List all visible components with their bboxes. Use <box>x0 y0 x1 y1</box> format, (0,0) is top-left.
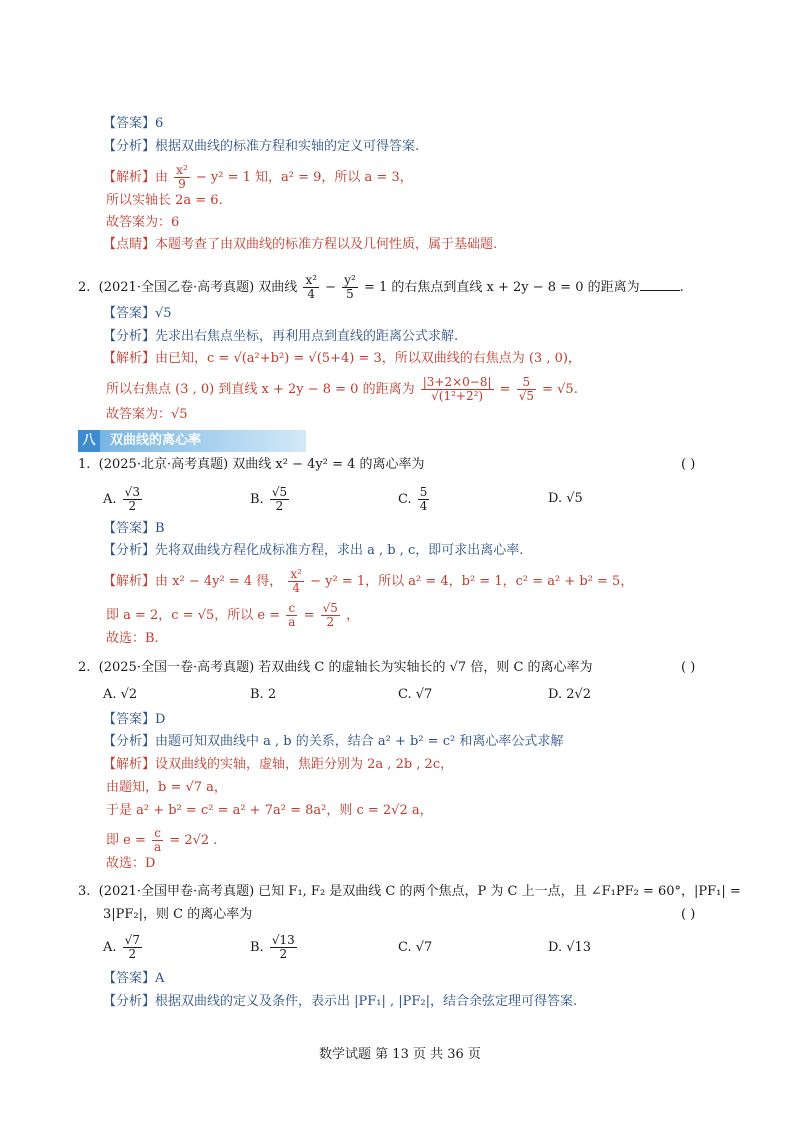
page-footer: 数学试题 第 13 页 共 36 页 <box>319 1047 481 1062</box>
answer-line: 【答案】B <box>103 521 165 536</box>
section-header <box>78 430 306 452</box>
option-d: D. √5 <box>548 491 583 506</box>
question-stem: 1. (2025·北京·高考真题) 双曲线 x² − 4y² = 4 的离心率为 <box>78 457 425 472</box>
answer-paren: ( ) <box>681 457 696 472</box>
answer-paren: ( ) <box>681 907 696 922</box>
fraction: $\frac{\text{y²}}{5}$ <box>344 273 356 301</box>
solution-line: 【解析】设双曲线的实轴，虚轴，焦距分别为 2a , 2b , 2c， <box>103 757 454 772</box>
analysis-line: 【分析】先将双曲线方程化成标准方程，求出 a , b , c，即可求出离心率. <box>103 543 524 558</box>
solution-line: 故答案为：√5 <box>106 407 188 422</box>
solution-line: 【解析】由已知，c = √(a²+b²) = √(5+4) = 3，所以双曲线的右焦点为 (3 , 0)， <box>103 351 581 366</box>
answer-line: 【答案】D <box>103 712 166 727</box>
solution-line: 即 a = 2，c = √5，所以 e = $\frac{c}{a}$ = $\frac{√5}{2}$ ， <box>106 601 360 629</box>
solution-line: 由题知，b = √7 a， <box>106 780 227 795</box>
option-a: A. √2 <box>103 687 138 702</box>
option-d: D. 2√2 <box>548 687 592 702</box>
answer-line: 【答案】√5 <box>103 306 172 321</box>
solution-line: 【解析】由 x² − 4y² = 4 得， $\frac{\text{x²}}{4}$ − y² = 1，所以 a² = 4，b² = 1，c² = a² + b² = 5， <box>103 567 634 595</box>
option-a: A. $\frac{√3}{2}$ <box>103 485 140 513</box>
option-b: B. $\frac{√13}{2}$ <box>250 933 295 961</box>
fraction: $\frac{\text{x²}}{9}$ <box>176 163 188 191</box>
fraction: $\frac{\text{x²}}{4}$ <box>305 273 318 301</box>
option-c: C. √7 <box>398 940 433 955</box>
solution-line: 故选：B. <box>106 631 159 646</box>
option-d: D. √13 <box>548 940 592 955</box>
analysis-line: 【分析】根据双曲线的标准方程和实轴的定义可得答案. <box>103 139 420 154</box>
question-stem-cont: 3|PF₂|，则 C 的离心率为 <box>103 907 253 922</box>
answer-blank <box>640 290 680 291</box>
solution-line: 所以实轴长 2a = 6. <box>106 193 223 208</box>
answer-paren: ( ) <box>681 660 696 675</box>
fraction: $\frac{|3+2\times 0-8|}{\text{√(1²+2²)}}$ <box>422 375 492 403</box>
question-stem: 2. (2025·全国一卷·高考真题) 若双曲线 C 的虚轴长为实轴长的 √7 倍，则 C 的离心率为 <box>78 660 593 675</box>
solution-line: 故答案为：6 <box>106 215 180 230</box>
option-c: C. √7 <box>398 687 433 702</box>
section-title: 双曲线的离心率 <box>110 433 202 448</box>
option-b: B. $\frac{√5}{2}$ <box>250 485 288 513</box>
analysis-line: 【分析】根据双曲线的定义及条件，表示出 |PF₁| , |PF₂|，结合余弦定理可得答案. <box>103 994 578 1009</box>
answer-line: 【答案】6 <box>103 116 164 131</box>
solution-line: 【解析】由 $\frac{\text{x²}}{9}$ − y² = 1 知，a² = 9，所以 a = 3， <box>103 163 413 191</box>
question-stem: 3. (2021·全国甲卷·高考真题) 已知 F₁, F₂ 是双曲线 C 的两个焦点，P 为 C 上一点，且 ∠F₁PF₂ = 60°，|PF₁| = <box>78 884 741 899</box>
section-number: 八 <box>78 430 100 452</box>
analysis-line: 【分析】由题可知双曲线中 a , b 的关系，结合 a² + b² = c² 和离心率公式求解 <box>103 734 564 749</box>
solution-line: 于是 a² + b² = c² = a² + 7a² = 8a²，则 c = 2√2 a， <box>106 803 433 818</box>
answer-line: 【答案】A <box>103 971 165 986</box>
solution-line: 即 e = $\frac{c}{a}$ = 2√2 . <box>106 826 218 854</box>
fraction: $\frac{5}{√5}$ <box>518 375 534 403</box>
analysis-line: 【分析】先求出右焦点坐标，再利用点到直线的距离公式求解. <box>103 329 459 344</box>
option-c: C. $\frac{5}{4}$ <box>398 485 428 513</box>
option-a: A. $\frac{√7}{2}$ <box>103 933 140 961</box>
solution-line: 所以右焦点 (3 , 0) 到直线 x + 2y − 8 = 0 的距离为 $\frac{|3+2\times 0-8|}{\text{√(1²+2²)}}$ = $\frac{5}{√5}$ = √5. <box>106 375 578 403</box>
solution-line: 故选：D <box>106 856 156 871</box>
option-b: B. 2 <box>250 687 277 702</box>
question-stem: 2. (2021·全国乙卷·高考真题) 双曲线 $\frac{\text{x²}}{4}$ − $\frac{\text{y²}}{5}$ = 1 的右焦点到直线 x + 2y − 8 = 0 的距离为 . <box>78 273 684 301</box>
comment-line: 【点睛】本题考查了由双曲线的标准方程以及几何性质，属于基础题. <box>103 237 498 252</box>
